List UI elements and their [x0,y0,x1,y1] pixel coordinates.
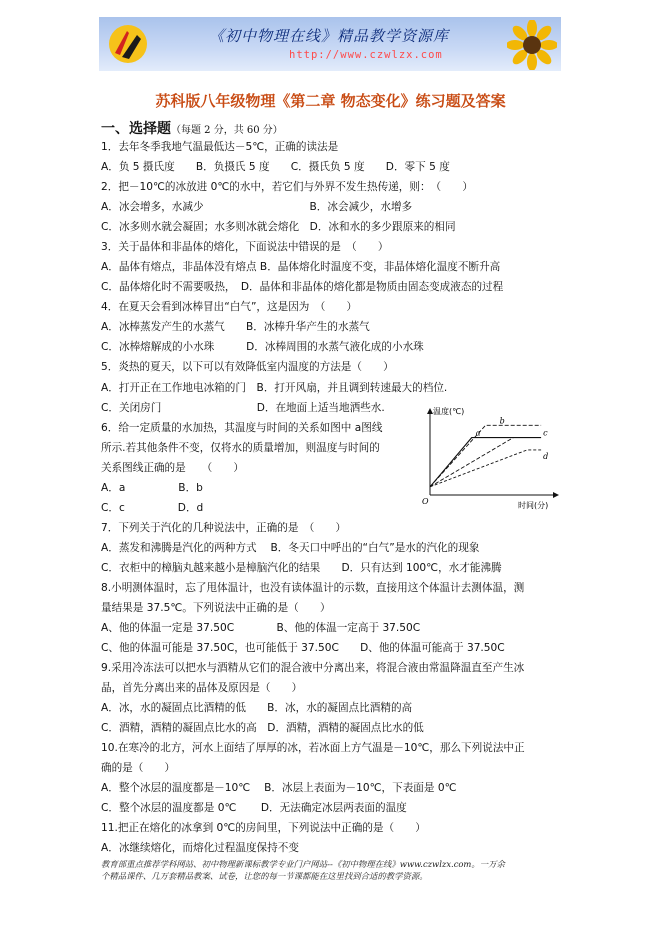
question-line: A、他的体温一定是 37.50C B、他的体温一定高于 37.50C [101,622,421,634]
question-line: 7．下列关于汽化的几种说法中，正确的是 （ ） [101,522,347,534]
question-line: 6．给一定质量的水加热，其温度与时间的关系如图中 a图线 [101,422,383,434]
series-label-d: d [543,451,549,461]
question-line: 确的是（ ） [101,762,176,774]
footer-line-1: 教育部重点推荐学科网站、初中物理新课标教学专业门户网站--《初中物理在线》www.czwlzx.com。一万余 [101,859,505,869]
section-heading [101,118,283,138]
banner-url[interactable]: http://www.czwlzx.com [289,49,443,61]
series-label-c: c [543,428,548,438]
question-line: 量结果是 37.5℃。下列说法中正确的是（ ） [101,602,331,614]
footer-line-2: 个精品课件、几万套精品教案、试卷，让您的每一节课都能在这里找到合适的教学资源。 [101,871,428,881]
question-line: 8.小明测体温时，忘了甩体温计，也没有读体温计的示数，直接用这个体温计去测体温，测 [101,582,525,594]
question-line: C．整个冰层的温度都是 0℃ D．无法确定冰层两表面的温度 [101,802,407,814]
question-line: C．酒精，酒精的凝固点比水的高 D．酒精，酒精的凝固点比水的低 [101,722,424,734]
origin-label: O [422,497,429,506]
question-line: 晶，首先分离出来的晶体及原因是（ ） [101,682,303,694]
question-line: A．蒸发和沸腾是汽化的两种方式 B．冬天口中呼出的“白气”是水的汽化的现象 [101,542,480,554]
page-footer [101,858,563,882]
section-name: 一、选择题 [101,121,171,137]
temperature-time-chart [420,405,560,510]
question-line: A．冰继续熔化，而熔化过程温度保持不变 [101,842,299,854]
question-line: 2．把－10℃的冰放进 0℃的水中，若它们与外界不发生热传递，则： （ ） [101,181,473,193]
question-line: A．冰棒蒸发产生的水蒸气 B．冰棒升华产生的水蒸气 [101,321,370,333]
site-logo-icon [107,23,149,65]
sunflower-icon [507,20,557,70]
series-line-a [430,438,541,487]
question-line: C．衣柜中的樟脑丸越来越小是樟脑汽化的结果 D．只有达到 100℃，水才能沸腾 [101,562,502,574]
document-title: 苏科版八年级物理《第二章 物态变化》练习题及答案 [155,92,506,110]
question-line: C．冰棒熔解成的小水珠 D．冰棒周围的水蒸气液化成的小水珠 [101,341,424,353]
banner-title: 《初中物理在线》精品教学资源库 [209,27,450,45]
header-banner [99,17,561,71]
series-label-b: b [499,416,505,426]
question-line: 3．关于晶体和非晶体的熔化，下面说法中错误的是 （ ） [101,241,389,253]
question-line: 1．去年冬季我地气温最低达－5℃，正确的读法是 [101,141,339,153]
series-line-c [430,438,541,487]
question-line: C．关闭房门 D．在地面上适当地洒些水. [101,402,385,414]
question-line: C．冰多则水就会凝固；水多则冰就会熔化 D．冰和水的多少跟原来的相同 [101,221,456,233]
question-line: C、他的体温可能是 37.50C，也可能低于 37.50C D、他的体温可能高于 37.50C [101,642,505,654]
x-axis-label: 时间(分) [518,501,549,510]
question-line: C．c D．d [101,502,204,514]
question-line: A．a B．b [101,482,203,494]
question-line: 9.采用冷冻法可以把水与酒精从它们的混合液中分离出来，将混合液由常温降温直至产生冰 [101,662,525,674]
question-line: A．冰，水的凝固点比酒精的低 B．冰，水的凝固点比酒精的高 [101,702,413,714]
question-line: 10.在寒冷的北方，河水上面结了厚厚的冰，若冰面上方气温是－10℃，那么下列说法中正 [101,742,525,754]
question-line: A．负 5 摄氏度 B．负摄氏 5 度 C．摄氏负 5 度 D．零下 5 度 [101,161,450,173]
y-axis-label: 温度(℃) [433,407,465,416]
series-line-b [430,425,541,487]
question-line: 所示.若其他条件不变，仅将水的质量增加，则温度与时间的 [101,442,380,454]
question-line: 4．在夏天会看到冰棒冒出“白气”，这是因为 （ ） [101,301,358,313]
question-line: A．晶体有熔点，非晶体没有熔点 B．晶体熔化时温度不变，非晶体熔化温度不断升高 [101,261,501,273]
question-line: 11.把正在熔化的冰拿到 0℃的房间里，下列说法中正确的是（ ） [101,822,426,834]
question-line: A．打开正在工作地电冰箱的门 B．打开风扇，并且调到转速最大的档位. [101,382,448,394]
question-line: C．晶体熔化时不需要吸热， D．晶体和非晶体的熔化都是物质由固态变成液态的过程 [101,281,504,293]
section-note: （每题 2 分，共 60 分） [171,125,283,136]
question-line: A．整个冰层的温度都是－10℃ B．冰层上表面为－10℃，下表面是 0℃ [101,782,457,794]
series-label-a: a [475,428,481,438]
question-line: 5．炎热的夏天，以下可以有效降低室内温度的方法是（ ） [101,361,394,373]
question-line: 关系图线正确的是 （ ） [101,462,245,474]
question-line: A．冰会增多，水减少 B．冰会减少，水增多 [101,201,413,213]
